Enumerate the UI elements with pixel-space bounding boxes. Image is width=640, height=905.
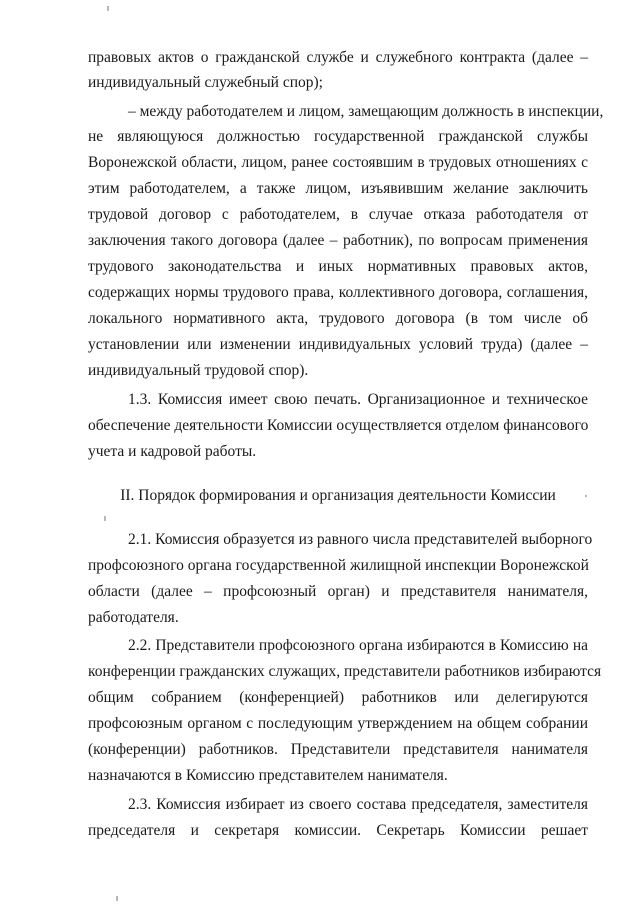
text-line: 1.3. Комиссия имеет свою печать. Организационное и техническое [128,391,588,408]
text-line: учета и кадровой работы. [88,443,257,460]
text-line: правовых актов о гражданской службе и служебного контракта (далее – [88,49,588,66]
text-line: работодателя. [88,609,179,626]
text-line: профсоюзным органом с последующим утверждением на общем собрании [88,715,588,732]
text-line: – между работодателем и лицом, замещающим должность в инспекции, [128,103,604,120]
scan-speck [107,6,109,11]
text-line: назначаются в Комиссию представителем нанимателя. [88,767,448,784]
scan-speck [585,495,587,497]
scan-speck [104,516,106,521]
text-line: не являющуюся должностью государственной гражданской службы [88,128,588,145]
text-line: области (далее – профсоюзный орган) и представителя нанимателя, [88,583,588,600]
text-line: установлении или изменении индивидуальных условий труда) (далее – [88,336,588,353]
text-line: обеспечение деятельности Комиссии осуществляется отделом финансового [88,417,589,434]
text-line: локального нормативного акта, трудового договора (в том числе об [88,310,588,327]
text-line: индивидуальный служебный спор); [88,74,323,91]
text-line: (конференции) работников. Представители представителя нанимателя [88,741,588,758]
text-line: содержащих нормы трудового права, коллективного договора, соглашения, [88,284,588,301]
text-line: Воронежской области, лицом, ранее состоявшим в трудовых отношениях с [88,154,588,171]
scan-speck [116,896,118,901]
text-line: индивидуальный трудовой спор). [88,362,309,379]
text-line: заключения такого договора (далее – работник), по вопросам применения [88,232,588,249]
text-line: общим собранием (конференцией) работников или делегируются [88,689,588,706]
text-line: трудового законодательства и иных нормативных правовых актов, [88,258,588,275]
text-line: этим работодателем, а также лицом, изъявившим желание заключить [88,180,588,197]
text-line: 2.2. Представители профсоюзного органа избираются в Комиссию на [128,637,588,654]
section-heading: II. Порядок формирования и организация деятельности Комиссии [120,487,556,504]
text-line: 2.1. Комиссия образуется из равного числа представителей выборного [128,531,593,548]
text-line: конференции гражданских служащих, представители работников избираются [88,663,602,680]
text-line: трудовой договор с работодателем, в случае отказа работодателя от [88,206,588,223]
text-line: профсоюзного органа государственной жилищной инспекции Воронежской [88,557,589,574]
text-line: председателя и секретаря комиссии. Секретарь Комиссии решает [88,822,588,839]
text-line: 2.3. Комиссия избирает из своего состава председателя, заместителя [128,796,588,813]
